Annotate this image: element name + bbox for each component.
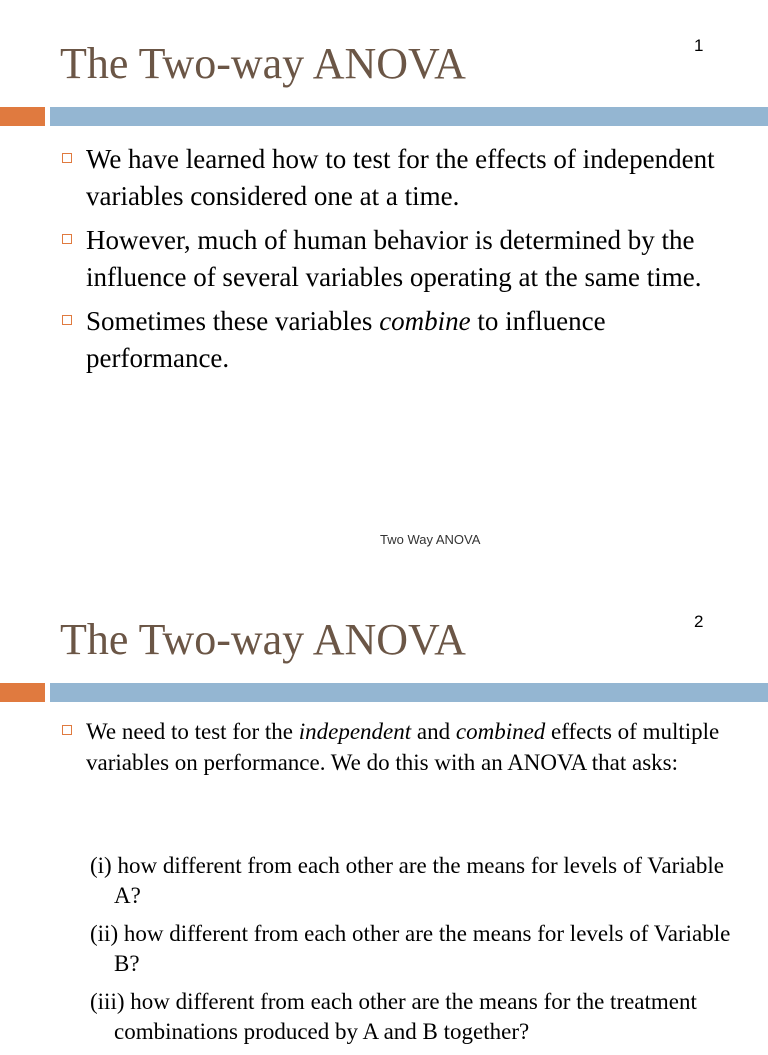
bullet-list — [60, 141, 730, 384]
bullet-text-before: Sometimes these variables — [86, 306, 380, 336]
bullet-item — [60, 303, 730, 377]
bullet-square-icon — [62, 725, 72, 735]
slide-title: The Two-way ANOVA — [60, 39, 466, 88]
slide-number: 2 — [694, 612, 704, 631]
bullet-square-icon — [62, 234, 72, 244]
accent-bar-blue — [50, 683, 768, 702]
bullet-text: However, much of human behavior is determined by the influence of several variables operating at the same time. — [86, 225, 702, 292]
accent-bar-orange — [0, 107, 45, 126]
accent-bar-orange — [0, 683, 45, 702]
question-item: (ii) how different from each other are the means for levels of Variable B? — [90, 921, 731, 976]
bullet-item — [60, 222, 730, 296]
question-list — [90, 851, 750, 1055]
intro-text-2: and — [411, 719, 456, 744]
slide-number: 1 — [694, 36, 704, 55]
bullet-item — [60, 141, 730, 215]
intro-emphasis-combined: combined — [455, 719, 546, 744]
bullet-emphasis: combine — [379, 306, 471, 336]
bullet-text-after: to influence performance. — [86, 306, 606, 373]
question-item: (i) how different from each other are the means for levels of Variable A? — [90, 853, 724, 908]
slide-title: The Two-way ANOVA — [60, 615, 466, 664]
slide-2 — [0, 576, 768, 1044]
bullet-item — [60, 716, 730, 778]
bullet-list — [60, 716, 730, 778]
intro-emphasis-independent: independent — [298, 719, 412, 744]
slide-footer: Two Way ANOVA — [380, 532, 481, 547]
intro-text-1: We need to test for the — [86, 719, 299, 744]
bullet-square-icon — [62, 153, 72, 163]
accent-bar-blue — [50, 107, 768, 126]
bullet-text: We have learned how to test for the effects of independent variables considered one at a time. — [86, 144, 715, 211]
bullet-square-icon — [62, 315, 72, 325]
intro-text-3: effects of multiple variables on performance. We do this with an ANOVA that asks: — [86, 719, 720, 775]
question-item: (iii) how different from each other are the means for the treatment combinations produced by A and B together? — [90, 989, 697, 1044]
